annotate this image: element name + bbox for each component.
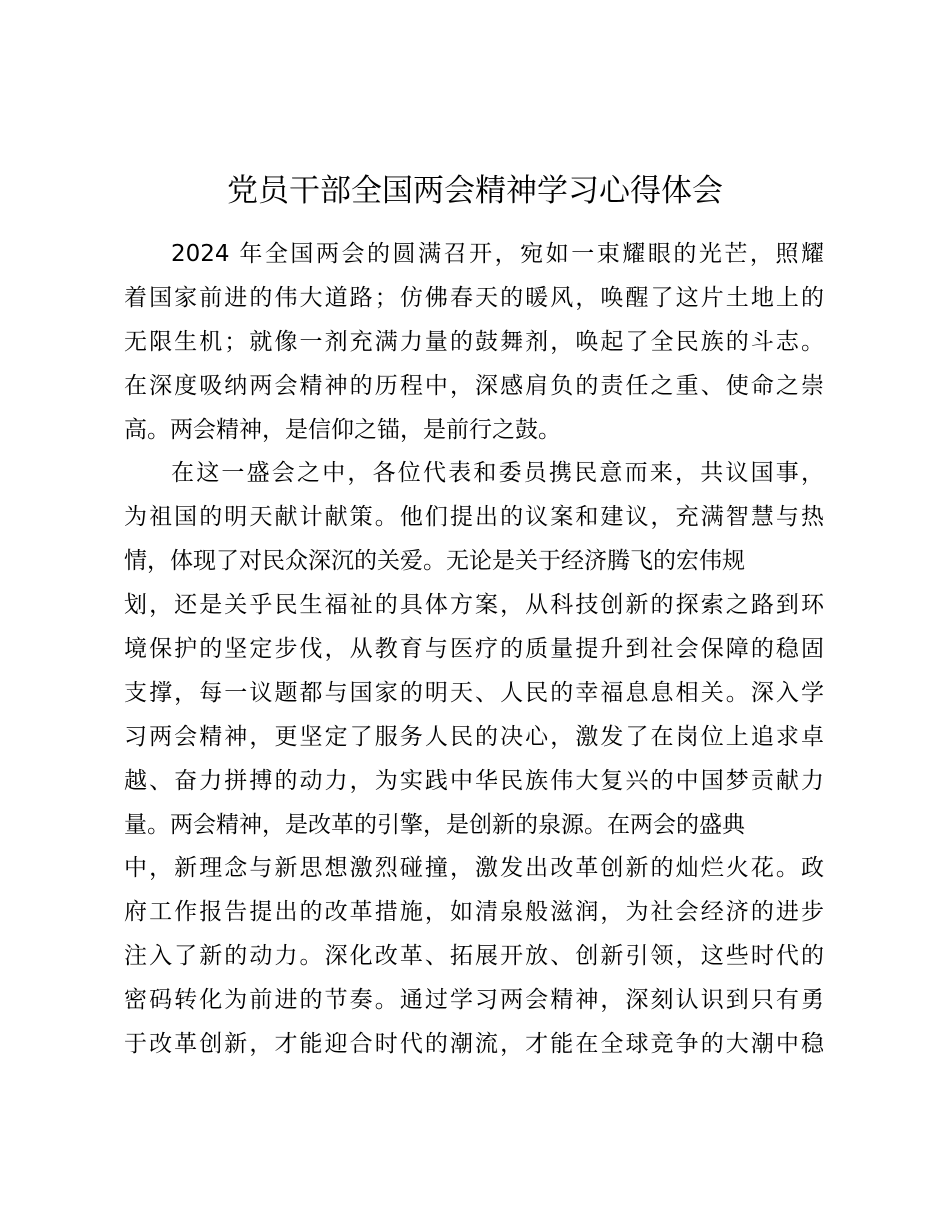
paragraph-line: 着国家前进的伟大道路；仿佛春天的暖风，唤醒了这片土地上的 [124, 284, 824, 311]
paragraph-line: 习两会精神，更坚定了服务人民的决心，激发了在岗位上追求卓 [124, 723, 824, 750]
document-body [124, 233, 824, 1067]
paragraph-line: 划，还是关乎民生福祉的具体方案，从科技创新的探索之路到环 [124, 592, 824, 619]
paragraph-line: 于改革创新，才能迎合时代的潮流，才能在全球竞争的大潮中稳 [124, 1031, 824, 1058]
paragraph-line: 为祖国的明天献计献策。他们提出的议案和建议，充满智慧与热 [124, 504, 824, 531]
paragraph-line: 情，体现了对民众深沉的关爱。无论是关于经济腾飞的宏伟规 [124, 548, 745, 575]
paragraph-line: 在这一盛会之中，各位代表和委员携民意而来，共议国事， [171, 460, 824, 487]
document-title: 党员干部全国两会精神学习心得体会 [227, 173, 723, 209]
paragraph-line: 越、奋力拼搏的动力，为实践中华民族伟大复兴的中国梦贡献力 [124, 767, 824, 794]
paragraph-line: 密码转化为前进的节奏。通过学习两会精神，深刻认识到只有勇 [124, 987, 824, 1014]
paragraph-line: 注入了新的动力。深化改革、拓展开放、创新引领，这些时代的 [124, 943, 824, 970]
paragraph-line: 无限生机；就像一剂充满力量的鼓舞剂，唤起了全民族的斗志。 [124, 328, 824, 355]
paragraph-line: 2024 年全国两会的圆满召开，宛如一束耀眼的光芒，照耀 [171, 241, 824, 267]
paragraph-line: 中，新理念与新思想激烈碰撞，激发出改革创新的灿烂火花。政 [124, 855, 824, 882]
paragraph-line: 在深度吸纳两会精神的历程中，深感肩负的责任之重、使命之崇 [124, 372, 824, 399]
paragraph-line: 支撑，每一议题都与国家的明天、人民的幸福息息相关。深入学 [124, 679, 824, 706]
paragraph-line: 量。两会精神，是改革的引擎，是创新的泉源。在两会的盛典 [124, 811, 745, 838]
paragraph-line: 高。两会精神，是信仰之锚，是前行之鼓。 [124, 416, 561, 443]
paragraph-line: 府工作报告提出的改革措施，如清泉般滋润，为社会经济的进步 [124, 899, 824, 926]
paragraph-line: 境保护的坚定步伐，从教育与医疗的质量提升到社会保障的稳固 [124, 636, 824, 663]
